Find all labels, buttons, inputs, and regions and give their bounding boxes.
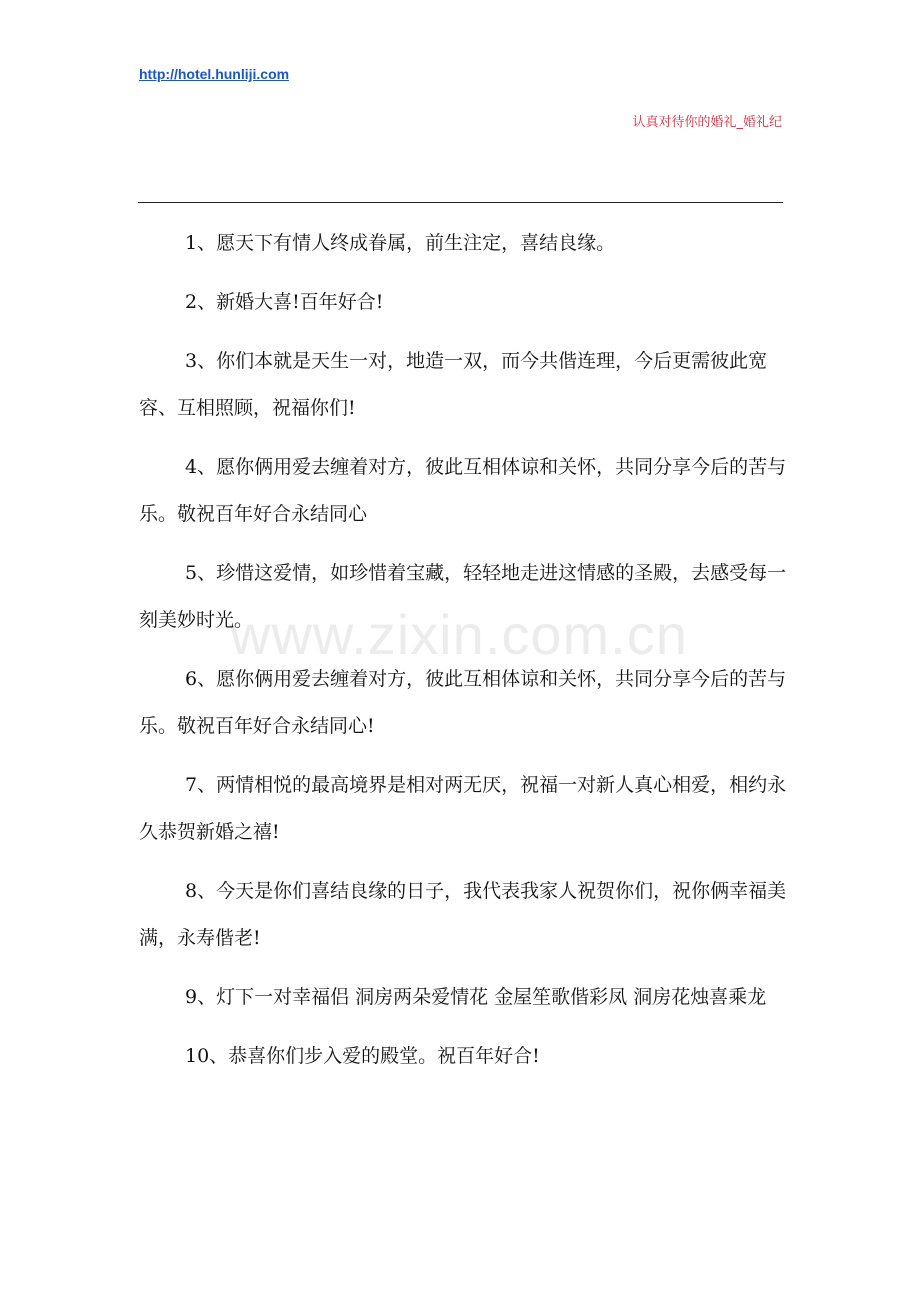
paragraph-6: 6、愿你俩用爱去缠着对方，彼此互相体谅和关怀，共同分享今后的苦与乐。敬祝百年好合永结同心! [139, 668, 787, 737]
header-divider [138, 202, 783, 203]
paragraph-8: 8、今天是你们喜结良缘的日子，我代表我家人祝贺你们，祝你俩幸福美满，永寿偕老! [139, 880, 787, 949]
paragraph-1: 1、愿天下有情人终成眷属，前生注定，喜结良缘。 [185, 232, 616, 254]
header-link[interactable]: http://hotel.hunliji.com [139, 66, 290, 82]
paragraph-7: 7、两情相悦的最高境界是相对两无厌，祝福一对新人真心相爱，相约永久恭贺新婚之禧! [139, 774, 787, 843]
watermark: www.zixin.com.cn [230, 603, 688, 666]
paragraph-2: 2、新婚大喜!百年好合! [185, 291, 384, 313]
paragraph-10: 10、恭喜你们步入爱的殿堂。祝百年好合! [185, 1045, 540, 1067]
paragraph-4: 4、愿你俩用爱去缠着对方，彼此互相体谅和关怀，共同分享今后的苦与乐。敬祝百年好合永结同心 [139, 456, 787, 525]
paragraph-9: 9、灯下一对幸福侣 洞房两朵爱情花 金屋笙歌偕彩凤 洞房花烛喜乘龙 [185, 986, 767, 1008]
paragraph-5: 5、珍惜这爱情，如珍惜着宝藏，轻轻地走进这情感的圣殿，去感受每一刻美妙时光。 [139, 562, 787, 631]
header-tagline: 认真对待你的婚礼_婚礼纪 [632, 115, 782, 130]
paragraph-3: 3、你们本就是天生一对，地造一双，而今共偕连理，今后更需彼此宽容、互相照顾，祝福你们! [139, 350, 768, 419]
document-body [139, 220, 787, 1092]
